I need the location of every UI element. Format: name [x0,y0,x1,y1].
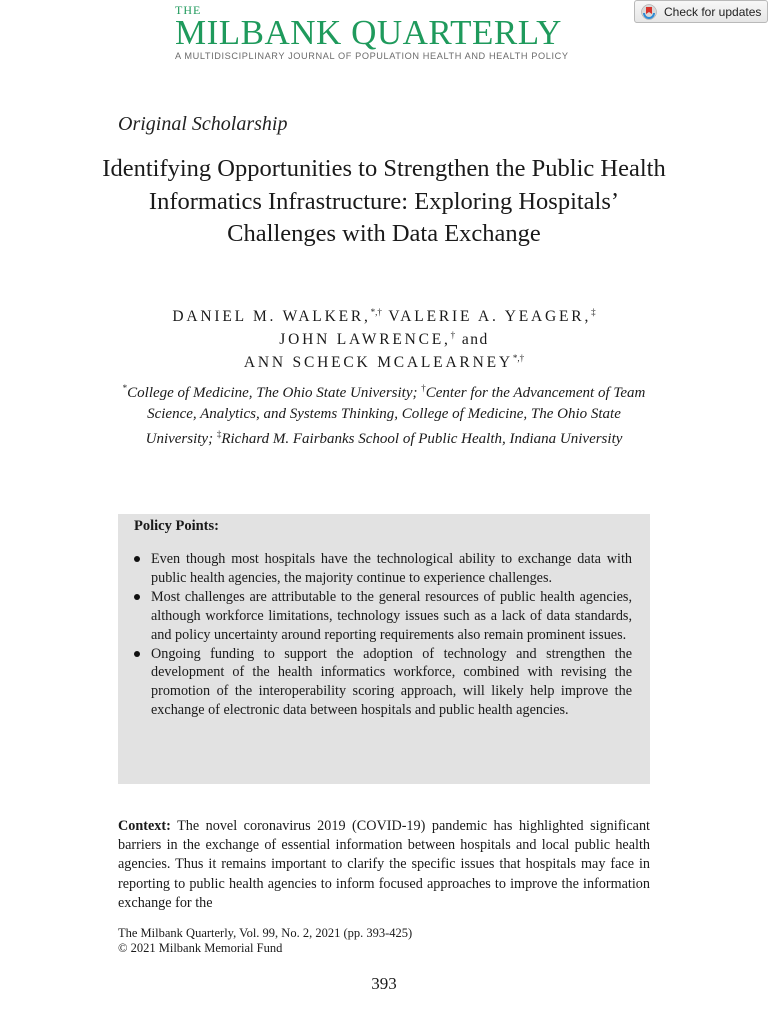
policy-point [134,588,632,645]
author-marks: ‡ [591,307,596,317]
affiliation-text: College of Medicine, The Ohio State University; [127,385,418,401]
policy-points-list [134,550,632,720]
policy-point-text: Even though most hospitals have the technological ability to exchange data with public health agencies, the majority continue to experience challenges. [151,551,632,586]
article-section-label: Original Scholarship [118,113,288,135]
citation: The Milbank Quarterly, Vol. 99, No. 2, 2021 (pp. 393-425) [118,926,413,940]
author-name: ANN SCHECK MCALEARNEY [243,354,513,372]
author-conjunction: and [461,331,489,349]
bullet-icon [134,594,140,600]
bullet-icon [134,556,140,562]
context-text: The novel coronavirus 2019 (COVID-19) pandemic has highlighted significant barriers in the exchange of essential information between hospitals and local public health agencies. Thus it remains important to clarify the specific issues that hospitals may face in reporting to public health agencies to inform focused approaches to improve the information exchange for the [118,818,650,911]
affiliation-mark: ‡ [216,429,222,439]
affiliation-mark: † [421,383,426,393]
policy-point-text: Ongoing funding to support the adoption of technology and strengthen the development of the health informatics workforce, combined with revising the promotion of the interoperability scoring approach, will likely help improve the exchange of electronic data between hospitals and public health agencies. [151,645,632,719]
article-title: Identifying Opportunities to Strengthen the Public Health Informatics Infrastructure: Exploring Hospitals’ Challenges with Data Exchange [102,155,666,247]
policy-point [134,550,632,588]
citation-footer [118,926,412,956]
context-label: Context: [118,818,171,834]
check-for-updates-button[interactable] [634,0,768,23]
journal-name: MILBANK QUARTERLY [175,13,562,52]
crossmark-icon [641,4,657,20]
author-name: JOHN LAWRENCE, [279,331,451,349]
policy-point-text: Most challenges are attributable to the general resources of public health agencies, although workforce limitations, technology issues such as a lack of data standards, and policy uncertainty around reporting requirements also remain prominent issues. [151,588,632,643]
context-paragraph [118,817,650,913]
policy-points-heading: Policy Points: [134,518,219,534]
policy-point [134,645,632,721]
author-list [100,303,668,372]
journal-the: THE [175,3,202,17]
affiliation-text: Richard M. Fairbanks School of Public Health, Indiana University [221,431,623,447]
author-name: DANIEL M. WALKER, [172,308,371,326]
affiliation-text: Center for the Advancement of Team Science, Analytics, and Systems Thinking, College of Medicine, The Ohio State University; [145,385,646,447]
author-name: VALERIE A. YEAGER, [388,308,592,326]
journal-subtitle: A MULTIDISCIPLINARY JOURNAL OF POPULATION HEALTH AND HEALTH POLICY [175,51,569,61]
author-marks: *,† [512,353,525,364]
journal-masthead [175,4,569,61]
affiliations [118,378,650,450]
affiliation-mark: * [122,383,128,393]
author-marks: † [450,330,456,341]
copyright: © 2021 Milbank Memorial Fund [118,941,283,955]
author-marks: *,† [370,307,382,317]
page-number: 393 [371,974,397,993]
check-for-updates-label: Check for updates [664,4,762,19]
policy-points-box [118,514,650,784]
bullet-icon [134,651,140,657]
